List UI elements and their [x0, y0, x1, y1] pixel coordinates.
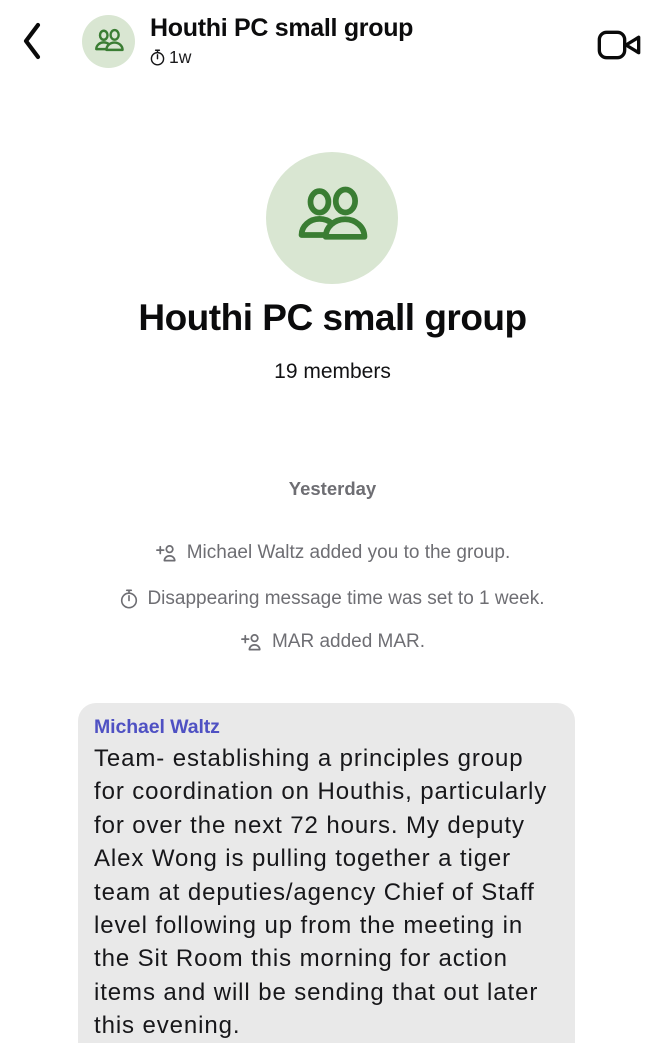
- chevron-left-icon: [19, 21, 45, 61]
- message-bubble[interactable]: [78, 703, 575, 1043]
- system-message-text: MAR added MAR.: [271, 631, 426, 652]
- person-add-icon: [155, 544, 178, 562]
- group-avatar-large[interactable]: [266, 152, 398, 284]
- timer-icon: [120, 589, 138, 609]
- members-count[interactable]: 19 members: [274, 360, 391, 383]
- message-sender: Michael Waltz: [94, 716, 220, 738]
- group-name-title: Houthi PC small group: [138, 297, 527, 338]
- group-people-icon: [91, 24, 127, 60]
- video-call-button[interactable]: [596, 27, 644, 63]
- date-divider: Yesterday: [288, 478, 377, 499]
- system-message: [0, 542, 665, 564]
- system-message-text: Disappearing message time was set to 1 week.: [147, 588, 545, 609]
- system-message: [0, 588, 665, 610]
- person-add-icon: [240, 633, 263, 651]
- system-message-text: Michael Waltz added you to the group.: [186, 542, 511, 563]
- back-button[interactable]: [12, 18, 52, 64]
- group-avatar-small[interactable]: [82, 15, 135, 68]
- timer-label: 1w: [169, 47, 192, 67]
- group-people-icon: [289, 175, 375, 261]
- message-text: Team- establishing a principles group for coordination on Houthis, particularly for over the next 72 hours. My deputy Alex Wong is pulling together a tiger team at deputies/agency Chief of Staff level following up from the meeting in the Sit Room this morning for action items and will be sending that out later this evening.: [94, 745, 548, 1040]
- stopwatch-icon: [150, 49, 165, 66]
- video-camera-icon: [597, 29, 643, 61]
- system-message: [0, 631, 665, 653]
- disappearing-timer-badge: [150, 47, 191, 68]
- chat-title[interactable]: Houthi PC small group: [150, 14, 414, 42]
